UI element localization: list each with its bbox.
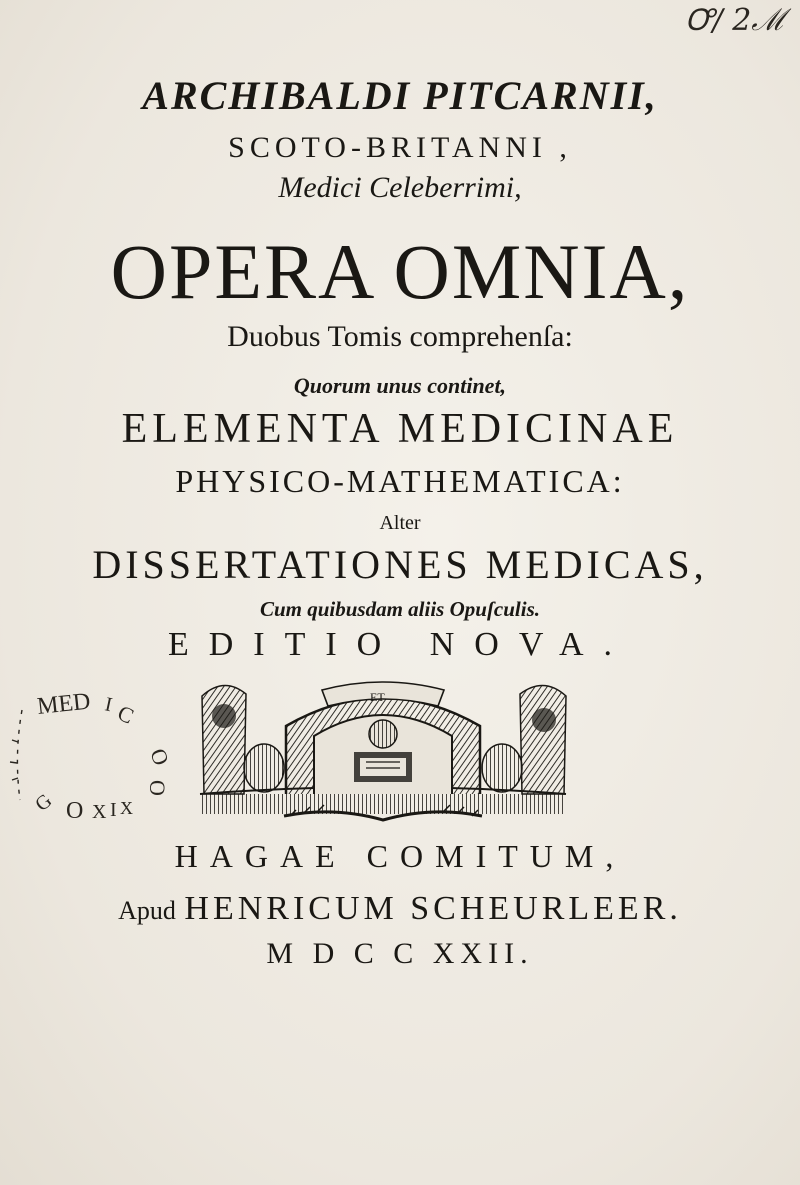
part-two-title: DISSERTATIONES MEDICAS, (92, 542, 708, 587)
author-name: ARCHIBALDI PITCARNII, (142, 73, 658, 118)
edition-line: EDITIO NOVA. (167, 626, 633, 663)
volumes-line: Duobus Tomis comprehenſa: (227, 320, 573, 353)
part-one-title: ELEMENTA MEDICINAE (121, 406, 679, 452)
svg-text:O: O (145, 780, 170, 796)
alter-line: Alter (379, 512, 421, 534)
apud-label: Apud (118, 896, 176, 925)
additional-works-line: Cum quibusdam aliis Opuſculis. (259, 597, 541, 621)
publisher-name: HENRICUM SCHEURLEER. (184, 890, 682, 927)
svg-text:X: X (120, 798, 133, 818)
printers-device-emblem (194, 676, 572, 832)
svg-text:G: G (31, 789, 57, 816)
author-nation: SCOTO-BRITANNI , (228, 131, 572, 164)
svg-text:ET: ET (370, 690, 385, 704)
svg-text:O: O (66, 798, 84, 824)
svg-text:MED: MED (35, 688, 92, 720)
contains-line: Quorum unus continet, (293, 373, 507, 398)
svg-text:I: I (110, 799, 117, 821)
svg-text:I: I (102, 693, 115, 717)
author-role: Medici Celeberrimi, (278, 171, 522, 204)
library-stamp-icon (0, 680, 200, 830)
svg-text:C: C (113, 699, 138, 729)
main-title: OPERA OMNIA, (110, 228, 690, 315)
publisher-line (0, 890, 800, 928)
shelf-mark: Ꝍ/ 2ℳ (684, 3, 786, 38)
svg-text:O: O (145, 745, 175, 769)
svg-text:X: X (92, 801, 107, 823)
part-one-subtitle: PHYSICO-MATHEMATICA: (175, 463, 625, 499)
place-of-publication: HAGAE COMITUM, (174, 838, 626, 874)
publication-year: M D C C XXII. (266, 937, 534, 970)
